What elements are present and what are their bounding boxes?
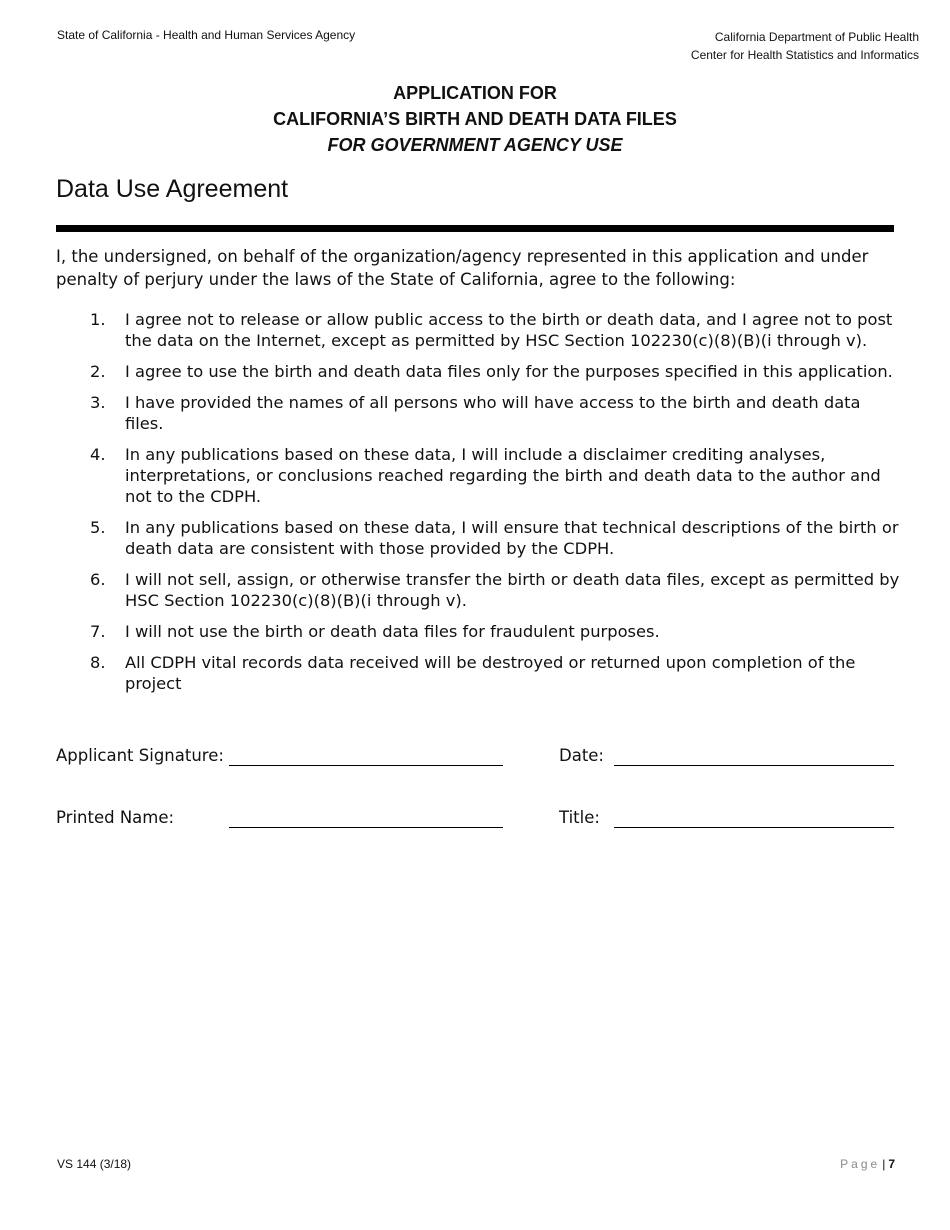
section-title: Data Use Agreement bbox=[56, 175, 289, 203]
title-line1: APPLICATION FOR bbox=[393, 83, 557, 103]
list-item bbox=[56, 569, 901, 611]
list-item-number: 1. bbox=[90, 310, 106, 329]
form-id: VS 144 (3/18) bbox=[57, 1157, 132, 1171]
list-item bbox=[56, 392, 901, 434]
title-label: Title: bbox=[559, 808, 600, 827]
list-item-number: 8. bbox=[90, 653, 106, 672]
list-item bbox=[56, 652, 901, 694]
list-item-number: 6. bbox=[90, 570, 106, 589]
list-item-text: I have provided the names of all persons who will have access to the birth and death data files. bbox=[125, 393, 861, 433]
list-item-text: In any publications based on these data, I will include a disclaimer crediting analyses, interpretations, or conclusions reached regarding the birth and death data to the author and not to the CDPH. bbox=[125, 445, 881, 506]
date-label: Date: bbox=[559, 746, 604, 765]
page-label: Page bbox=[840, 1157, 881, 1171]
header-department-line1: California Department of Public Health bbox=[714, 30, 919, 44]
list-item bbox=[56, 621, 901, 642]
list-item-number: 4. bbox=[90, 445, 106, 464]
printed-name-field[interactable] bbox=[229, 827, 503, 828]
document-title bbox=[0, 80, 950, 158]
title-line3: FOR GOVERNMENT AGENCY USE bbox=[327, 135, 623, 155]
list-item-text: I will not use the birth or death data files for fraudulent purposes. bbox=[125, 622, 660, 641]
list-item-number: 5. bbox=[90, 518, 106, 537]
title-field[interactable] bbox=[614, 827, 894, 828]
section-divider bbox=[56, 225, 894, 232]
date-field[interactable] bbox=[614, 765, 894, 766]
list-item bbox=[56, 517, 901, 559]
page-number: 7 bbox=[888, 1157, 895, 1171]
agreement-list bbox=[56, 309, 901, 704]
list-item bbox=[56, 309, 901, 351]
title-line2: CALIFORNIA’S BIRTH AND DEATH DATA FILES bbox=[273, 109, 677, 129]
header-agency: State of California - Health and Human Services Agency bbox=[57, 28, 356, 42]
list-item-text: I agree to use the birth and death data files only for the purposes specified in this application. bbox=[125, 362, 893, 381]
list-item-text: I will not sell, assign, or otherwise transfer the birth or death data files, except as permitted by HSC Section 102230(c)(8)(B)(i through v). bbox=[125, 570, 900, 610]
header-department-line2: Center for Health Statistics and Informatics bbox=[690, 48, 919, 62]
page-separator: | bbox=[882, 1157, 886, 1171]
list-item bbox=[56, 361, 901, 382]
applicant-signature-label: Applicant Signature: bbox=[56, 746, 224, 765]
header-department bbox=[691, 28, 919, 64]
list-item bbox=[56, 444, 901, 507]
list-item-text: All CDPH vital records data received will be destroyed or returned upon completion of the project bbox=[125, 653, 856, 693]
list-item-number: 2. bbox=[90, 362, 106, 381]
list-item-text: In any publications based on these data, I will ensure that technical descriptions of the birth or death data are consistent with those provided by the CDPH. bbox=[125, 518, 899, 558]
applicant-signature-field[interactable] bbox=[229, 765, 503, 766]
list-item-number: 7. bbox=[90, 622, 106, 641]
list-item-text: I agree not to release or allow public access to the birth or death data, and I agree not to post the data on the Internet, except as permitted by HSC Section 102230(c)(8)(B)(i through v). bbox=[125, 310, 893, 350]
page-indicator bbox=[840, 1157, 895, 1171]
intro-paragraph: I, the undersigned, on behalf of the organization/agency represented in this application and under penalty of perjury under the laws of the State of California, agree to the following: bbox=[56, 247, 869, 289]
list-item-number: 3. bbox=[90, 393, 106, 412]
printed-name-label: Printed Name: bbox=[56, 808, 175, 827]
